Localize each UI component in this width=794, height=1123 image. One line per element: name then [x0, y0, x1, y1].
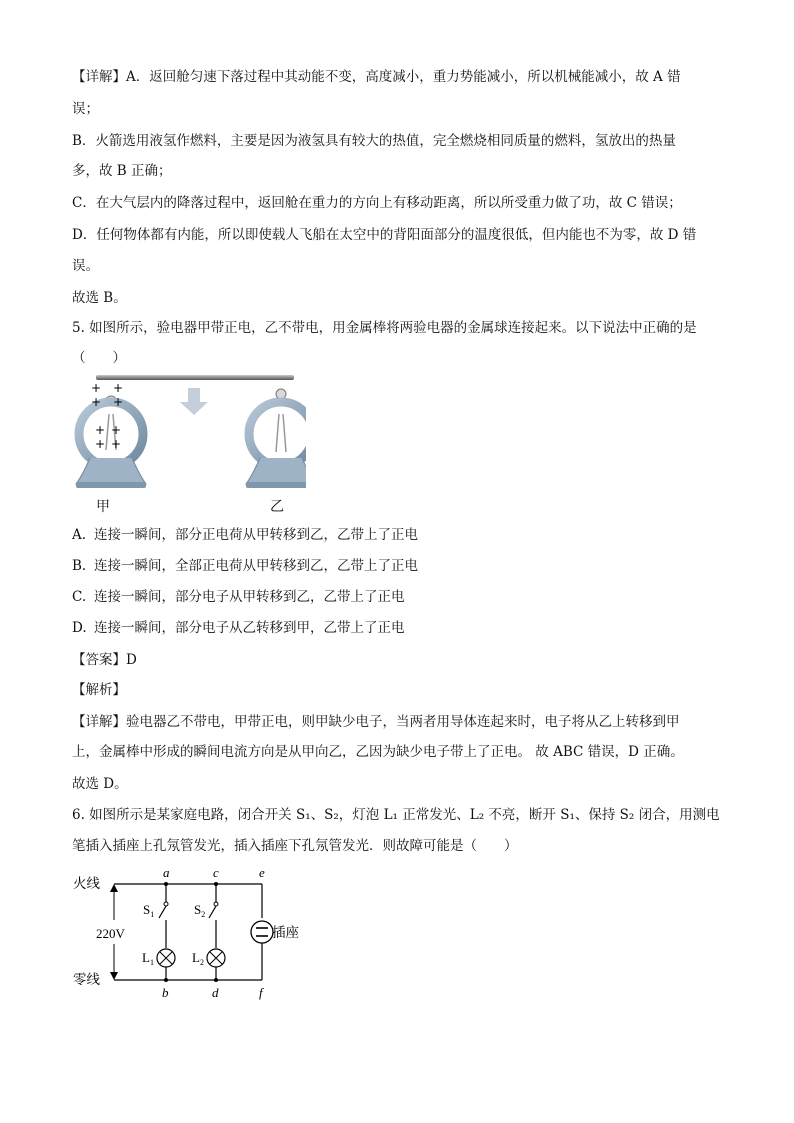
- answer-value: D: [126, 652, 137, 668]
- circuit-diagram: [70, 862, 330, 1002]
- label-jia: 甲: [96, 499, 110, 515]
- socket-label: 插座: [272, 925, 299, 940]
- plus-sign: +: [111, 423, 122, 437]
- live-wire-label: 火线: [73, 876, 100, 891]
- q5-conclusion: 故选 D。: [72, 776, 128, 792]
- node-c: c: [213, 865, 219, 880]
- plus-sign: +: [91, 381, 102, 395]
- down-arrow-icon: [180, 388, 208, 415]
- option-b: B. 连接一瞬间，全部正电荷从甲转移到乙，乙带上了正电: [72, 558, 418, 574]
- plus-sign: +: [113, 381, 124, 395]
- option-a: A. 连接一瞬间，部分正电荷从甲转移到乙，乙带上了正电: [72, 527, 418, 543]
- q4-conclusion: 故选 B。: [72, 290, 127, 306]
- q4-detail-a-line2: 误；: [72, 101, 99, 117]
- metal-rod: [96, 375, 294, 380]
- q4-detail-c-line1: C．在大气层内的降落过程中，返回舱在重力的方向上有移动距离，所以所受重力做了功，故 C 错误；: [72, 195, 682, 211]
- q5-analysis-tag: 【解析】: [72, 682, 126, 698]
- plus-sign: +: [95, 437, 106, 451]
- q4-detail-b-line2: 多，故 B 正确；: [72, 163, 172, 179]
- plus-sign: +: [111, 437, 122, 451]
- q5-detail-line1: 【详解】验电器乙不带电，甲带正电，则甲缺少电子，当两者用导体连起来时，电子将从乙上转移到甲: [72, 714, 680, 730]
- q5-detail-line2: 上，金属棒中形成的瞬间电流方向是从甲向乙，乙因为缺少电子带上了正电。 故 ABC 错误，D 正确。: [72, 744, 684, 760]
- neutral-wire-label: 零线: [73, 972, 100, 987]
- switch-s1-label: $S_1$: [143, 902, 155, 919]
- voltage-label: 220V: [96, 926, 125, 941]
- node-d: d: [212, 985, 219, 1000]
- lamp-l2-label: $L_2$: [192, 950, 204, 967]
- plus-sign: +: [113, 395, 124, 409]
- q4-detail-a-line1: [72, 68, 681, 86]
- socket-icon: [251, 921, 273, 943]
- plus-sign: +: [95, 423, 106, 437]
- electroscope-figure: [66, 372, 306, 496]
- q5-stem-line2: （ ）: [72, 350, 126, 366]
- lamp-l1-label: $L_1$: [142, 950, 154, 967]
- plus-sign: +: [91, 395, 102, 409]
- q5-answer: 【答案】D: [72, 652, 137, 668]
- electroscope-yi: [246, 389, 306, 488]
- option-d: D. 连接一瞬间，部分电子从乙转移到甲，乙带上了正电: [72, 620, 405, 636]
- option-c: C. 连接一瞬间，部分电子从甲转移到乙，乙带上了正电: [72, 589, 405, 605]
- label-yi: 乙: [270, 499, 284, 515]
- q4-a-text: A．返回舱匀速下落过程中其动能不变，高度减小，重力势能减小，所以机械能减小，故 A 错: [126, 69, 681, 85]
- q4-detail-d-line1: D．任何物体都有内能，所以即使载人飞船在太空中的背阳面部分的温度很低，但内能也不为零，故 D 错: [72, 227, 697, 243]
- q5-stem-line1: 5. 如图所示，验电器甲带正电，乙不带电，用金属棒将两验电器的金属球连接起来。以下说法中正确的是: [72, 320, 697, 336]
- node-a: a: [163, 865, 170, 880]
- q4-detail-b-line1: B．火箭选用液氢作燃料，主要是因为液氢具有较大的热值，完全燃烧相同质量的燃料，氢放出的热量: [72, 133, 676, 149]
- switch-s2-label: $S_2$: [194, 902, 206, 919]
- q6-stem-line1: 6. 如图所示是某家庭电路，闭合开关 S₁、S₂，灯泡 L₁ 正常发光、L₂ 不亮，断开 S₁、保持 S₂ 闭合，用测电: [72, 807, 720, 823]
- q4-detail-d-line2: 误。: [72, 258, 99, 274]
- q6-stem-line2: 笔插入插座上孔氖管发光，插入插座下孔氖管发光．则故障可能是（ ）: [72, 838, 518, 854]
- node-f: f: [259, 985, 263, 1000]
- detail-tag: 【详解】: [72, 69, 126, 85]
- node-e: e: [259, 865, 265, 880]
- node-b: b: [162, 985, 169, 1000]
